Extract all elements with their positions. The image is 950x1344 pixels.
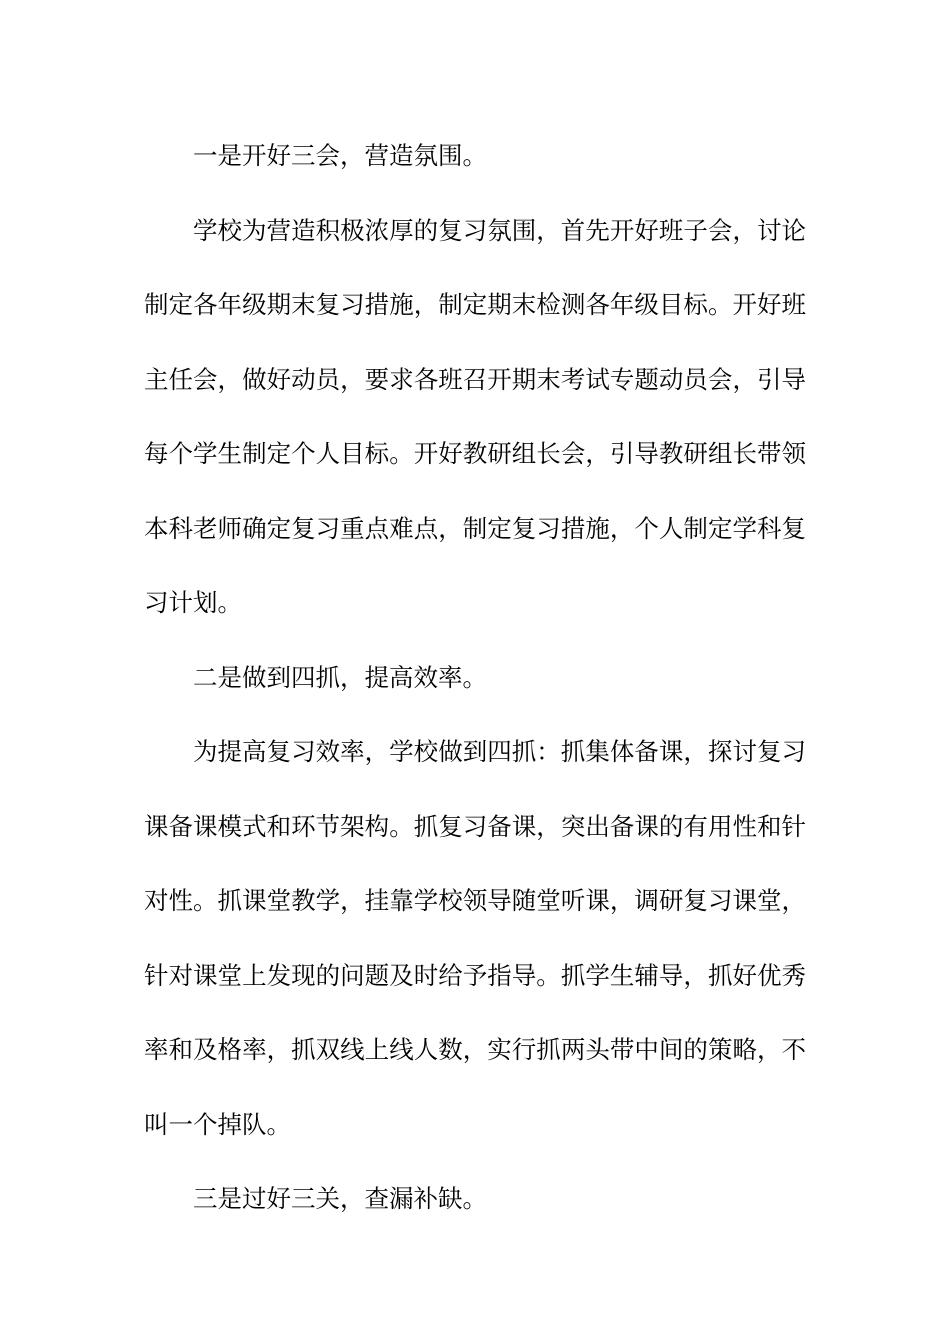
- heading-two: 二是做到四抓，提高效率。: [193, 662, 487, 692]
- paragraph-two: 为提高复习效率，学校做到四抓：抓集体备课，探讨复习课备课模式和环节架构。抓复习备课，突出备课的有用性和针对性。抓课堂教学，挂靠学校领导随堂听课，调研复习课堂，针对课堂上发现的问题及时给予指导。抓学生辅导，抓好优秀率和及格率，抓双线上线人数，实行抓两头带中间的策略，不叫一个掉队。: [144, 737, 806, 1139]
- document-body: [144, 119, 806, 1237]
- heading-three: 三是过好三关，查漏补缺。: [193, 1184, 487, 1213]
- paragraph-one: 学校为营造积极浓厚的复习氛围，首先开好班子会，讨论制定各年级期末复习措施，制定期末检测各年级目标。开好班主任会，做好动员，要求各班召开期末考试专题动员会，引导每个学生制定个人目标。开好教研组长会，引导教研组长带领本科老师确定复习重点难点，制定复习措施，个人制定学科复习计划。: [144, 215, 806, 617]
- heading-one: 一是开好三会，营造氛围。: [193, 141, 487, 170]
